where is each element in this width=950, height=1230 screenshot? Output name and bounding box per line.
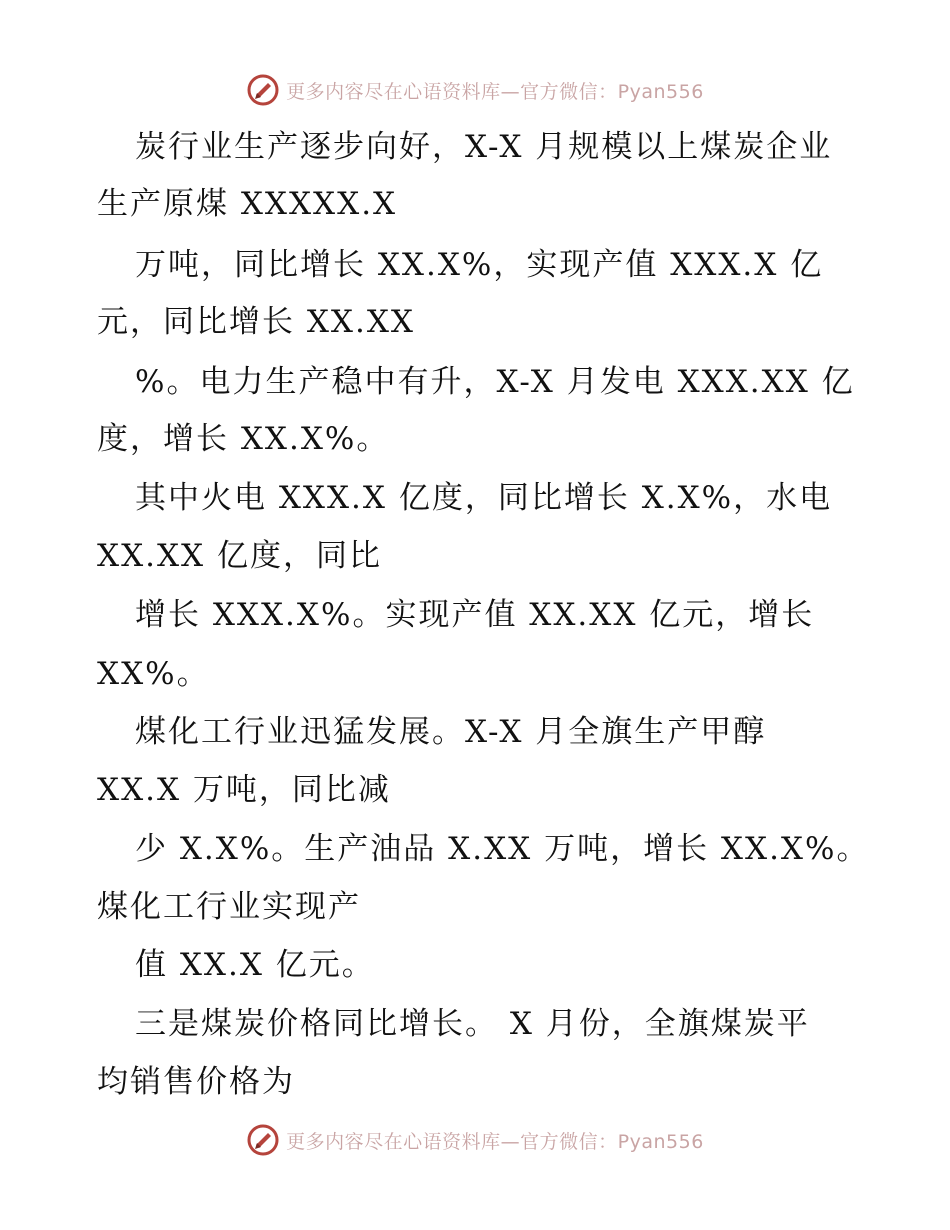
paragraph-line: 元，同比增长 XX.XX: [97, 304, 415, 340]
paragraph-line: 煤化工行业实现产: [97, 889, 361, 925]
paragraph-line: XX%。: [97, 656, 210, 692]
watermark-text: 更多内容尽在心语资料库—官方微信：Pyan556: [286, 80, 704, 103]
paragraph-line: 炭行业生产逐步向好，X-X 月规模以上煤炭企业: [135, 129, 833, 165]
watermark-text: 更多内容尽在心语资料库—官方微信：Pyan556: [286, 1130, 704, 1153]
paragraph-line: 均销售价格为: [97, 1064, 295, 1100]
paragraph-line: 三是煤炭价格同比增长。 X 月份，全旗煤炭平: [135, 1006, 810, 1042]
paragraph-line: XX.X 万吨，同比减: [97, 772, 391, 808]
paragraph-line: 度，增长 XX.X%。: [97, 421, 390, 457]
paragraph-line: 少 X.X%。生产油品 X.XX 万吨，增长 XX.X%。: [135, 831, 870, 867]
paragraph-line: 其中火电 XXX.X 亿度，同比增长 X.X%，水电: [135, 480, 833, 516]
brand-logo-icon: [246, 73, 280, 107]
paragraph-line: 增长 XXX.X%。实现产值 XX.XX 亿元，增长: [135, 597, 815, 633]
watermark-footer: [0, 1120, 950, 1160]
paragraph-line: XX.XX 亿度，同比: [97, 538, 382, 574]
paragraph-line: 煤化工行业迅猛发展。X-X 月全旗生产甲醇: [135, 714, 767, 750]
paragraph-line: %。电力生产稳中有升，X-X 月发电 XXX.XX 亿: [135, 364, 855, 400]
paragraph-line: 生产原煤 XXXXX.X: [97, 186, 398, 222]
paragraph-line: 万吨，同比增长 XX.X%，实现产值 XXX.X 亿: [135, 247, 824, 283]
brand-logo-icon: [246, 1123, 280, 1157]
watermark-header: [0, 70, 950, 110]
paragraph-line: 值 XX.X 亿元。: [135, 947, 375, 983]
